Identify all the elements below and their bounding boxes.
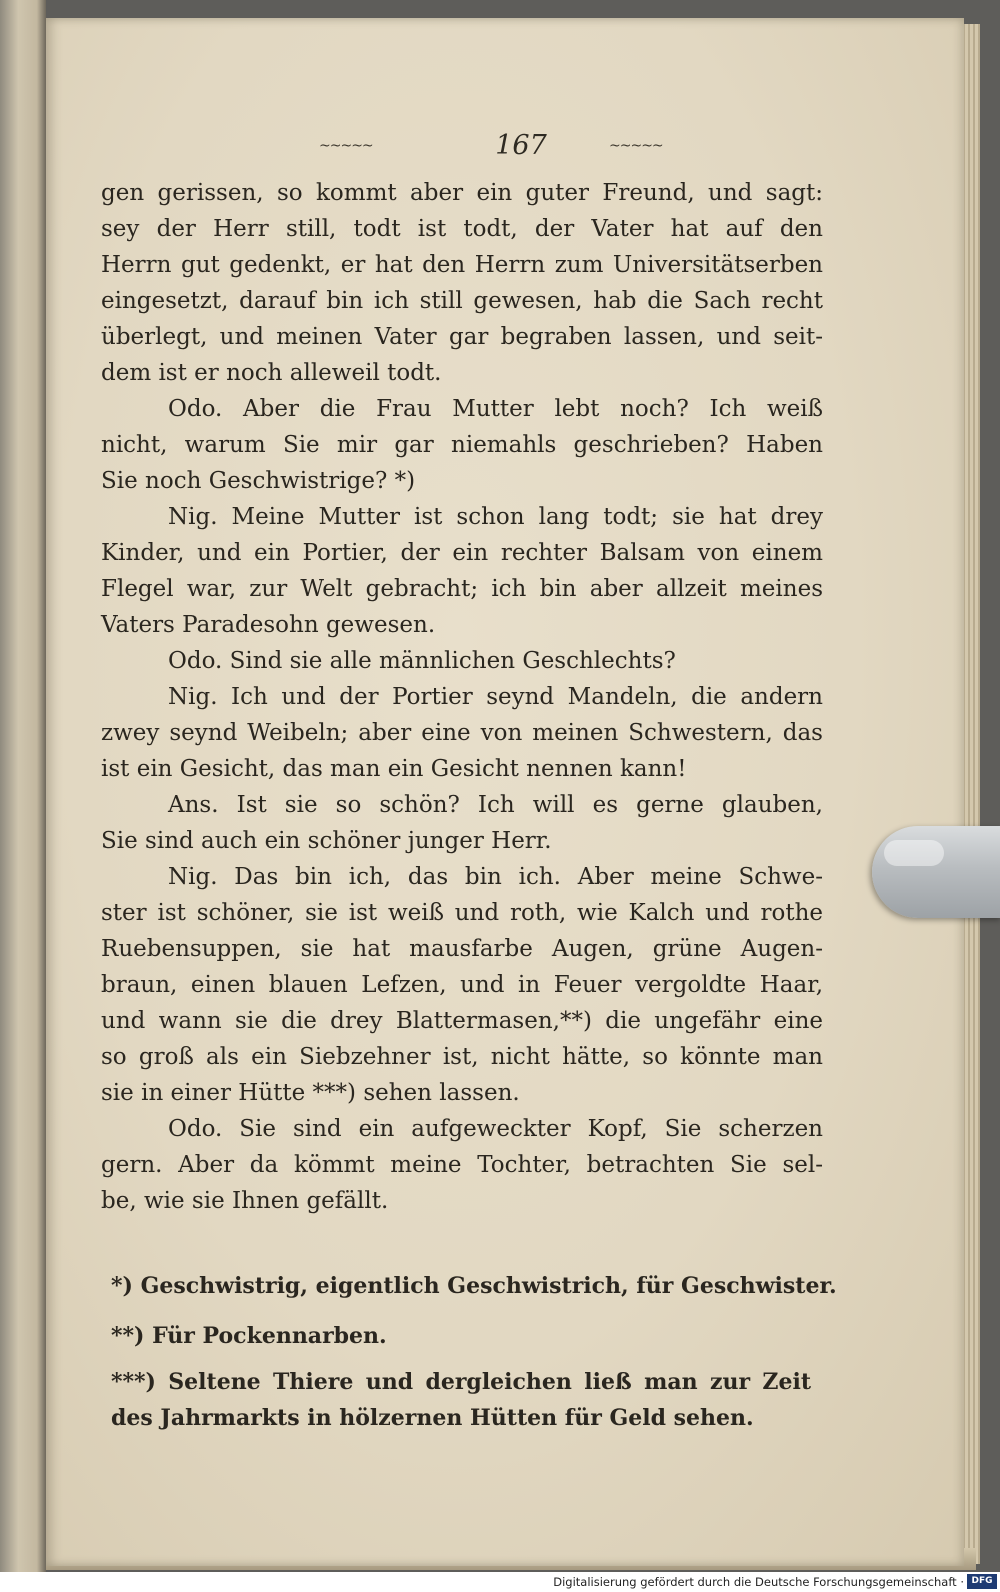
speech-line-nig: Nig. Ich und der Portier seynd Mandeln, die andern [168,684,823,710]
body-line: sey der Herr still, todt ist todt, der Vater hat auf den [101,216,823,242]
speech-line-odo: Odo. Sind sie alle männlichen Geschlechts? [168,648,676,674]
speech-line-ans: Ans. Ist sie so schön? Ich will es gerne glauben, [168,792,823,818]
dfg-logo: DFG [967,1574,997,1589]
body-line: eingesetzt, darauf bin ich still gewesen, hab die Sach recht [101,288,823,314]
footnote-1: *) Geschwistrig, eigentlich Geschwistrich, für Geschwister. [111,1273,837,1299]
page-text-block [101,18,881,1566]
speech-line-odo: Odo. Aber die Frau Mutter lebt noch? Ich weiß [168,396,823,422]
body-line: gern. Aber da kömmt meine Tochter, betrachten Sie sel- [101,1152,823,1178]
footnote-2: **) Für Pockennarben. [111,1323,387,1349]
speech-line-odo: Odo. Sie sind ein aufgeweckter Kopf, Sie scherzen [168,1116,823,1142]
body-line: be, wie sie Ihnen gefällt. [101,1188,389,1214]
body-line: zwey seynd Weibeln; aber eine von meinen Schwestern, das [101,720,823,746]
body-line: Herrn gut gedenkt, er hat den Herrn zum Universitätserben [101,252,823,278]
body-line: Vaters Paradesohn gewesen. [101,612,436,638]
header-ornament-right: ~~~~~ [609,138,663,154]
funding-credit: Digitalisierung gefördert durch die Deutsche Forschungsgemeinschaft · [553,1575,964,1589]
body-line: ist ein Gesicht, das man ein Gesicht nennen kann! [101,756,687,782]
body-line: dem ist er noch alleweil todt. [101,360,442,386]
page-header [101,130,871,170]
body-line: ster ist schöner, sie ist weiß und roth, wie Kalch und rothe [101,900,823,926]
page-holder-clip-highlight [884,840,944,866]
body-line: braun, einen blauen Lefzen, und in Feuer vergoldte Haar, [101,972,823,998]
page-holder-clip [872,826,1000,918]
speech-line-nig: Nig. Meine Mutter ist schon lang todt; sie hat drey [168,504,823,530]
body-line: Kinder, und ein Portier, der ein rechter Balsam von einem [101,540,823,566]
body-line: Flegel war, zur Welt gebracht; ich bin aber allzeit meines [101,576,823,602]
body-line: nicht, warum Sie mir gar niemahls geschrieben? Haben [101,432,823,458]
header-ornament-left: ~~~~~ [319,138,373,154]
footnote-3: ***) Seltene Thiere und dergleichen ließ man zur Zeit [111,1369,811,1395]
body-line: und wann sie die drey Blattermasen,**) die ungefähr eine [101,1008,823,1034]
body-line: gen gerissen, so kommt aber ein guter Freund, und sagt: [101,180,823,206]
book-page [46,18,964,1566]
body-line: überlegt, und meinen Vater gar begraben lassen, und seit- [101,324,823,350]
body-line: Sie sind auch ein schöner junger Herr. [101,828,552,854]
body-line: Ruebensuppen, sie hat mausfarbe Augen, grüne Augen- [101,936,823,962]
body-line: Sie noch Geschwistrige? *) [101,468,416,494]
footnote-3-continued: des Jahrmarkts in hölzernen Hütten für Geld sehen. [111,1405,754,1431]
body-line: sie in einer Hütte ***) sehen lassen. [101,1080,520,1106]
speech-line-nig: Nig. Das bin ich, das bin ich. Aber meine Schwe- [168,864,823,890]
page-number: 167 [495,130,547,161]
footer-bar [0,1572,1000,1592]
left-page-edge [0,0,46,1572]
body-line: so groß als ein Siebzehner ist, nicht hätte, so könnte man [101,1044,823,1070]
